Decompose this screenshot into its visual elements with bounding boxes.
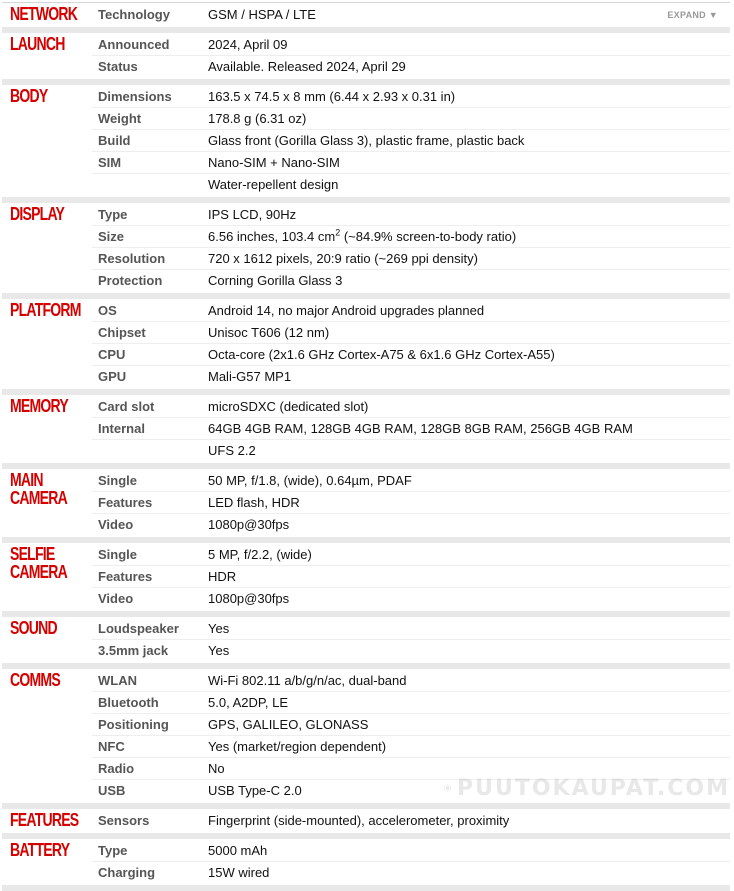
section-title: BODY [10, 86, 48, 106]
spec-name[interactable]: Features [98, 569, 153, 584]
spec-row [92, 470, 730, 492]
spec-value: UFS 2.2 [208, 443, 256, 458]
section-title: COMMS [10, 670, 60, 690]
spec-row [92, 840, 730, 862]
spec-row [92, 300, 730, 322]
spec-row [92, 736, 730, 758]
spec-value: GSM / HSPA / LTE [208, 7, 316, 22]
spec-name[interactable]: Video [98, 517, 134, 532]
spec-row [92, 56, 730, 77]
spec-name[interactable]: Positioning [98, 717, 169, 732]
spec-value: Mali-G57 MP1 [208, 369, 292, 384]
spec-row [92, 344, 730, 366]
spec-value: Corning Gorilla Glass 3 [208, 273, 343, 288]
spec-value: 64GB 4GB RAM, 128GB 4GB RAM, 128GB 8GB RAM, 256GB 4GB RAM [208, 421, 633, 436]
spec-row [92, 492, 730, 514]
spec-value: Android 14, no major Android upgrades planned [208, 303, 485, 318]
spec-name[interactable] [92, 440, 208, 461]
spec-name[interactable]: Video [98, 591, 134, 606]
spec-value: Unisoc T606 (12 nm) [208, 325, 330, 340]
spec-name[interactable]: GPU [98, 369, 127, 384]
expand-button[interactable]: EXPAND ▼ [667, 10, 718, 20]
spec-name[interactable]: Chipset [98, 325, 146, 340]
spec-row [92, 810, 730, 831]
spec-row [92, 86, 730, 108]
spec-row [92, 270, 730, 291]
spec-row [92, 108, 730, 130]
section-title: SOUND [10, 618, 57, 638]
spec-value: IPS LCD, 90Hz [208, 207, 297, 222]
spec-row [92, 514, 730, 535]
spec-name[interactable]: Charging [98, 865, 156, 880]
spec-name[interactable]: NFC [98, 739, 125, 754]
spec-row [92, 640, 730, 661]
spec-value: Octa-core (2x1.6 GHz Cortex-A75 & 6x1.6 GHz Cortex-A55) [208, 347, 555, 362]
spec-section-memory [2, 395, 730, 469]
spec-value: Glass front (Gorilla Glass 3), plastic frame, plastic back [208, 133, 525, 148]
spec-row [92, 670, 730, 692]
spec-value: Nano-SIM + Nano-SIM [208, 155, 340, 170]
spec-row [92, 618, 730, 640]
spec-row [92, 418, 730, 440]
spec-row [92, 174, 730, 195]
spec-value: Wi-Fi 802.11 a/b/g/n/ac, dual-band [208, 673, 407, 688]
spec-value: No [208, 761, 225, 776]
spec-name[interactable]: Loudspeaker [98, 621, 179, 636]
spec-row [92, 440, 730, 461]
spec-name[interactable]: Dimensions [98, 89, 172, 104]
spec-name[interactable]: Type [98, 843, 128, 858]
spec-name[interactable]: 3.5mm jack [98, 643, 169, 658]
spec-row [92, 862, 730, 883]
spec-row [92, 588, 730, 609]
spec-name[interactable]: Protection [98, 273, 163, 288]
spec-section-battery [2, 839, 730, 891]
spec-name[interactable]: OS [98, 303, 117, 318]
spec-name[interactable]: Single [98, 547, 138, 562]
spec-value: 178.8 g (6.31 oz) [208, 111, 307, 126]
spec-row [92, 152, 730, 174]
spec-name[interactable]: SIM [98, 155, 122, 170]
spec-value: 1080p@30fps [208, 591, 290, 606]
spec-name[interactable]: Announced [98, 37, 170, 52]
spec-name[interactable]: Radio [98, 761, 135, 776]
spec-row [92, 396, 730, 418]
spec-row [92, 204, 730, 226]
spec-name[interactable]: Card slot [98, 399, 155, 414]
spec-name[interactable] [92, 174, 208, 195]
section-title: FEATURES [10, 810, 79, 830]
spec-name[interactable]: Weight [98, 111, 142, 126]
spec-name[interactable]: Sensors [98, 813, 150, 828]
section-title: SELFIE CAMERA [10, 544, 67, 582]
watermark [444, 766, 730, 810]
spec-value: 5.0, A2DP, LE [208, 695, 288, 710]
spec-value: 5000 mAh [208, 843, 268, 858]
spec-section-body [2, 85, 730, 203]
spec-value: Yes [208, 643, 230, 658]
spec-row [92, 248, 730, 270]
spec-value: Fingerprint (side-mounted), accelerometer, proximity [208, 813, 510, 828]
section-title: BATTERY [10, 840, 70, 860]
spec-name[interactable]: Type [98, 207, 128, 222]
spec-section-display [2, 203, 730, 299]
spec-row [92, 366, 730, 387]
spec-name[interactable]: WLAN [98, 673, 137, 688]
section-title: LAUNCH [10, 34, 65, 54]
spec-row [92, 544, 730, 566]
spec-section-sound [2, 617, 730, 669]
spec-value: 720 x 1612 pixels, 20:9 ratio (~269 ppi density) [208, 251, 478, 266]
watermark-text: PUUTOKAUPAT.COM [456, 775, 730, 801]
spec-value: 163.5 x 74.5 x 8 mm (6.44 x 2.93 x 0.31 in) [208, 89, 456, 104]
spec-value: Yes [208, 621, 230, 636]
section-title: MAIN CAMERA [10, 470, 67, 508]
spec-value: 5 MP, f/2.2, (wide) [208, 547, 312, 562]
spec-row [92, 322, 730, 344]
spec-name[interactable]: Single [98, 473, 138, 488]
spec-section-features [2, 809, 730, 839]
specs-table [2, 2, 730, 891]
spec-name[interactable]: USB [98, 783, 126, 798]
spec-value-text: 6.56 inches, 103.4 cm [208, 229, 336, 244]
spec-name[interactable]: Build [98, 133, 131, 148]
spec-row [92, 130, 730, 152]
spec-name[interactable]: Resolution [98, 251, 166, 266]
section-title: DISPLAY [10, 204, 65, 224]
spec-row [92, 692, 730, 714]
spec-value: HDR [208, 569, 237, 584]
spec-value-text-after: (~84.9% screen-to-body ratio) [340, 229, 517, 244]
spec-name[interactable]: CPU [98, 347, 126, 362]
spec-row [92, 34, 730, 56]
section-title: MEMORY [10, 396, 68, 416]
spec-row [92, 4, 730, 25]
spec-section-platform [2, 299, 730, 395]
spec-section-main-camera [2, 469, 730, 543]
spec-value: GPS, GALILEO, GLONASS [208, 717, 369, 732]
spec-row [92, 566, 730, 588]
spec-value: 1080p@30fps [208, 517, 290, 532]
spec-value: Water-repellent design [208, 177, 339, 192]
spec-value: 50 MP, f/1.8, (wide), 0.64µm, PDAF [208, 473, 412, 488]
spec-value: microSDXC (dedicated slot) [208, 399, 369, 414]
spec-value [208, 226, 730, 247]
section-title: PLATFORM [10, 300, 81, 320]
spec-section-network [2, 2, 730, 33]
spec-value: USB Type-C 2.0 [208, 783, 302, 798]
spec-section-launch [2, 33, 730, 85]
spec-value: Yes (market/region dependent) [208, 739, 387, 754]
spec-value-superscript: 2 [335, 227, 341, 238]
spec-section-selfie-camera [2, 543, 730, 617]
section-title: NETWORK [10, 4, 78, 24]
spec-value: 15W wired [208, 865, 270, 880]
spec-row [92, 226, 730, 248]
spec-name[interactable]: Status [98, 59, 138, 74]
spec-name[interactable]: Size [98, 229, 125, 244]
spec-name[interactable]: Bluetooth [98, 695, 159, 710]
spec-row [92, 714, 730, 736]
watermark-logo-icon [444, 768, 451, 808]
spec-name[interactable]: Internal [98, 421, 145, 436]
spec-value: Available. Released 2024, April 29 [208, 59, 406, 74]
spec-value: LED flash, HDR [208, 495, 300, 510]
spec-value: 2024, April 09 [208, 37, 288, 52]
spec-name[interactable]: Technology [98, 7, 170, 22]
spec-name[interactable]: Features [98, 495, 153, 510]
